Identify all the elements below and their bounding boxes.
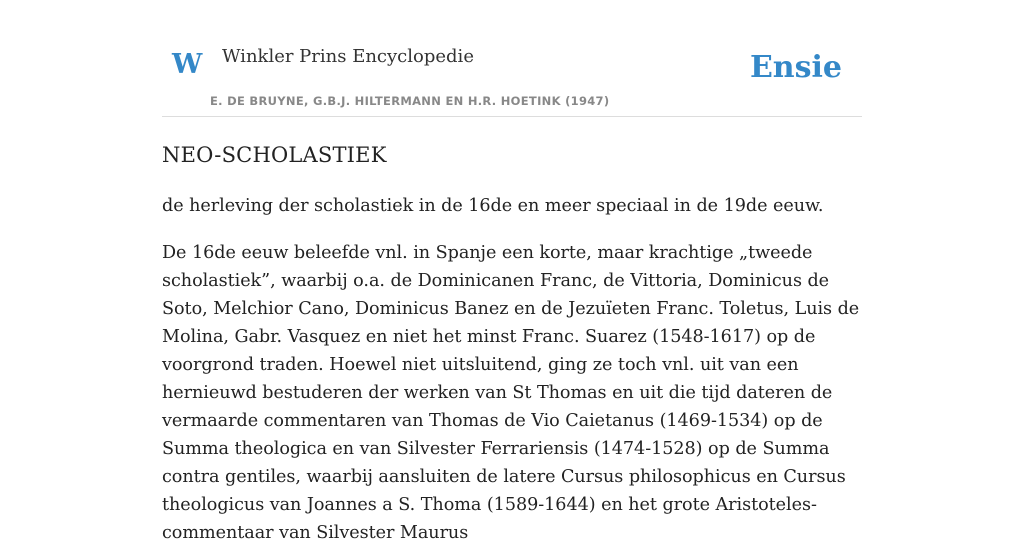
article-paragraph: De 16de eeuw beleefde vnl. in Spanje een korte, maar krachtige „tweede scholastiek”, waarbij o.a. de Dominicanen Franc, de Vittoria, Dominicus de Soto, Melchior Cano, Dominicus Banez en de Jezuïeten Franc. Toletus, Luis de Molina, Gabr. Vasquez en niet het minst Franc. Suarez (1548-1617) op de voorgrond traden. Hoewel niet uitsluitend, ging ze toch vnl. uit van een hernieuwd bestuderen der werken van St Thomas en uit die tijd dateren de vermaarde commentaren van Thomas de Vio Caietanus (1469-1534) op de Summa theologica en van Silvester Ferrariensis (1474-1528) op de Summa contra gentiles, waarbij aansluiten de latere Cursus philosophicus en Cursus theologicus van Joannes a S. Thoma (1589-1644) en het grote Aristoteles-commentaar van Silvester Maurus (162, 243, 860, 543)
winkler-prins-logo-icon[interactable]: W (172, 49, 203, 80)
source-authors: E. DE BRUYNE, G.B.J. HILTERMANN EN H.R. HOETINK (1947) (210, 94, 610, 108)
article-paragraph: de herleving der scholastiek in de 16de en meer speciaal in de 19de eeuw. (162, 196, 824, 216)
article-title: NEO-SCHOLASTIEK (162, 143, 387, 167)
source-title[interactable]: Winkler Prins Encyclopedie (222, 46, 474, 67)
source-header (162, 0, 862, 117)
article-body (162, 139, 862, 547)
ensie-brand-logo[interactable]: Ensie (749, 50, 842, 85)
